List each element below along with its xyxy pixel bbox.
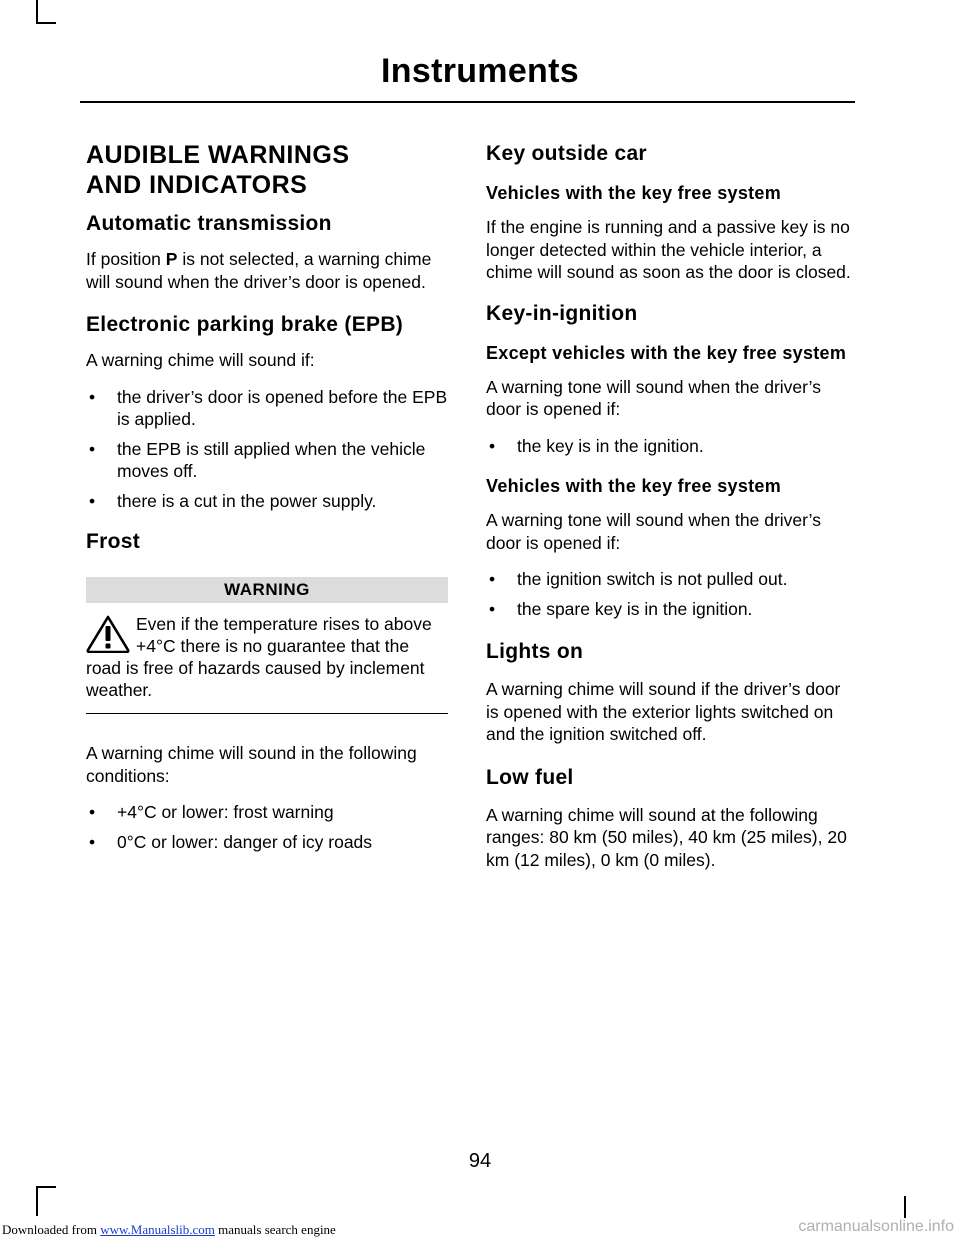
list-item: • +4°C or lower: frost warning <box>89 802 334 822</box>
auto-trans-text-before: If position <box>86 249 166 269</box>
page-number: 94 <box>468 1150 492 1172</box>
manualslib-link[interactable]: www.Manualslib.com <box>100 1222 215 1237</box>
warning-label: WARNING <box>86 577 448 603</box>
crop-mark-top-left-h <box>36 22 56 24</box>
key-outside-text: If the engine is running and a passive key is no longer detected within the vehicle interior, a chime will sound as soon as the door is closed. <box>486 217 851 282</box>
list-item: • the driver’s door is opened before the EPB is applied. <box>89 386 448 429</box>
heading-automatic-transmission: Automatic transmission <box>86 212 332 235</box>
epb-intro: A warning chime will sound if: <box>86 350 315 370</box>
section-title-line-1: AUDIBLE WARNINGS <box>86 141 350 169</box>
list-item: • the EPB is still applied when the vehicle moves off. <box>89 438 426 481</box>
section-title <box>86 140 448 200</box>
footer-suffix: manuals search engine <box>214 1222 336 1237</box>
list-item: • 0°C or lower: danger of icy roads <box>89 831 373 852</box>
auto-trans-text-after: is not selected, a warning chime will sound when the driver’s door is opened. <box>86 249 432 292</box>
header-divider <box>80 101 855 103</box>
heading-epb: Electronic parking brake (EPB) <box>86 313 404 336</box>
subheading-except-key-free: Except vehicles with the key free system <box>486 342 847 363</box>
list-item: • the ignition switch is not pulled out. <box>489 569 788 589</box>
subheading-key-free-system-2: Vehicles with the key free system <box>486 476 782 496</box>
key-in-ignition-list-2 <box>486 568 852 620</box>
watermark-text: carmanualsonline.info <box>798 1218 954 1235</box>
heading-key-outside-car: Key outside car <box>486 142 647 165</box>
heading-low-fuel: Low fuel <box>486 765 574 789</box>
section-title-line-2: AND INDICATORS <box>86 171 308 199</box>
list-item: • the key is in the ignition. <box>489 435 704 456</box>
subheading-key-free-system: Vehicles with the key free system <box>486 183 782 203</box>
warning-text: Even if the temperature rises to above +4°C there is no guarantee that the road is free of hazards caused by inclement weather. <box>86 614 432 700</box>
heading-key-in-ignition: Key-in-ignition <box>486 301 638 325</box>
left-column <box>86 140 448 867</box>
download-footer <box>2 1222 336 1238</box>
page-header-title: Instruments <box>381 52 579 90</box>
key-in-ignition-intro-2: A warning tone will sound when the driver’s door is opened if: <box>486 510 821 553</box>
warning-triangle-icon <box>86 615 130 653</box>
lights-on-text: A warning chime will sound if the driver’s door is opened with the exterior lights switched on and the ignition switched off. <box>486 679 841 744</box>
list-item: • there is a cut in the power supply. <box>89 490 377 511</box>
frost-warning-box <box>86 577 448 714</box>
gear-position-p: P <box>165 249 178 269</box>
automatic-transmission-text <box>86 248 448 293</box>
footer-prefix: Downloaded from <box>2 1222 101 1237</box>
low-fuel-text: A warning chime will sound at the following ranges: 80 km (50 miles), 40 km (25 miles), 20 km (12 miles), 0 km (0 miles). <box>486 804 847 870</box>
key-in-ignition-list-1 <box>486 435 852 458</box>
crop-mark-bottom-left-h <box>36 1186 56 1188</box>
crop-mark-top-left-v <box>36 0 38 24</box>
warning-body <box>86 613 448 714</box>
crop-mark-bottom-left-v <box>36 1186 38 1216</box>
frost-bullet-list <box>86 801 448 853</box>
heading-frost: Frost <box>86 530 140 553</box>
right-column <box>486 140 852 885</box>
list-item: • the spare key is in the ignition. <box>489 598 753 619</box>
crop-mark-bottom-right-v <box>904 1196 906 1218</box>
key-in-ignition-intro-1: A warning tone will sound when the driver’s door is opened if: <box>486 376 821 419</box>
epb-bullet-list <box>86 386 448 513</box>
frost-intro: A warning chime will sound in the following conditions: <box>86 743 417 786</box>
heading-lights-on: Lights on <box>486 640 584 663</box>
